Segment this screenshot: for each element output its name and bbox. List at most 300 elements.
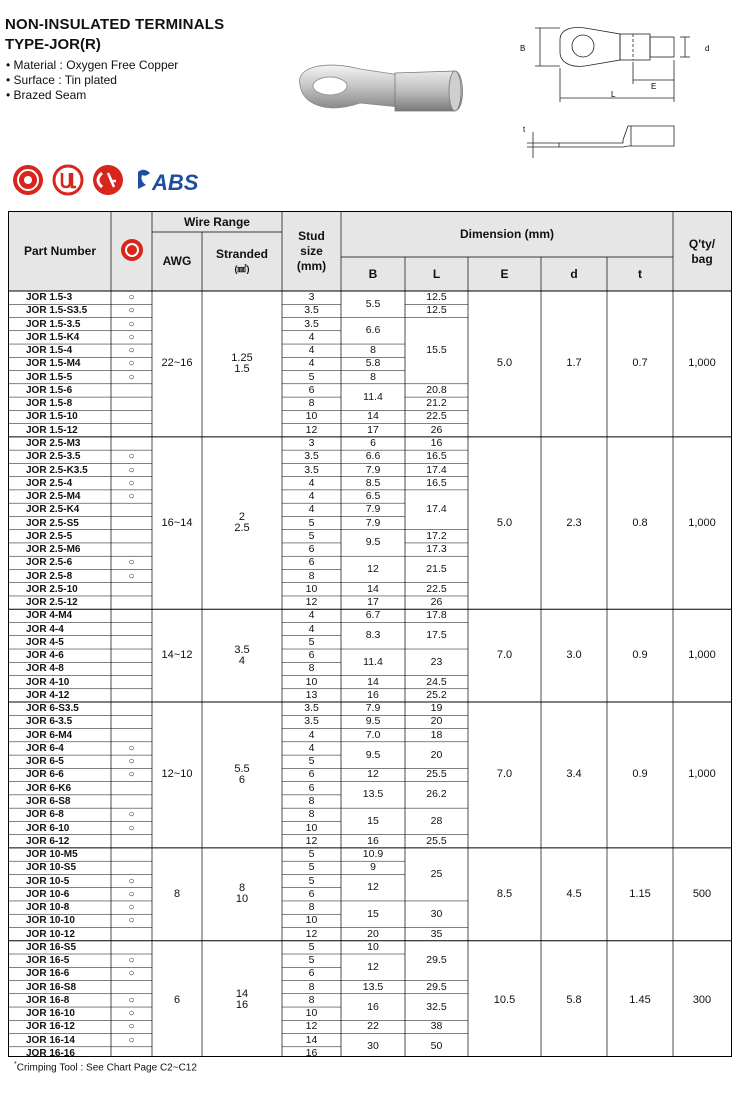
stud-size-cell: 10 <box>305 914 318 927</box>
cert-mark-cell: ○ <box>128 875 135 887</box>
stud-size-cell: 5 <box>308 755 315 768</box>
header-wire-range: Wire Range <box>184 214 250 229</box>
drawing-label-d: d <box>705 44 710 53</box>
stud-size-cell: 4 <box>308 330 315 343</box>
stud-size-cell: 6 <box>308 649 315 662</box>
stud-size-cell: 5 <box>308 635 315 648</box>
dim-b-cell: 9 <box>370 861 376 874</box>
dim-b-cell: 15 <box>367 907 379 920</box>
stud-size-cell: 8 <box>308 993 315 1006</box>
stud-size-cell: 5 <box>308 940 315 953</box>
cert-mark-cell <box>111 583 152 596</box>
part-number-cell: JOR 16-14 <box>26 1034 75 1046</box>
dim-t-cell: 0.7 <box>632 357 648 370</box>
dim-b-cell: 10 <box>367 940 379 953</box>
stud-size-cell: 5 <box>308 516 315 529</box>
awg-cell: 14~12 <box>161 649 193 662</box>
dim-l-cell: 24.5 <box>426 675 447 688</box>
cert-mark-cell: ○ <box>128 292 135 304</box>
part-number-cell: JOR 2.5-10 <box>26 583 78 595</box>
stranded-cell: 14 16 <box>235 988 249 1012</box>
part-number-cell: JOR 2.5-6 <box>26 557 73 569</box>
dim-l-cell: 17.2 <box>426 529 447 542</box>
cert-mark-cell: ○ <box>128 491 135 503</box>
dim-l-cell: 25.2 <box>426 688 447 701</box>
part-number-cell: JOR 6-4 <box>26 742 64 754</box>
dim-l-cell: 17.8 <box>426 609 447 622</box>
cert-mark-cell <box>111 649 152 662</box>
cert-mark-cell: ○ <box>128 570 135 582</box>
dim-l-cell: 28 <box>430 814 443 827</box>
stud-size-cell: 4 <box>308 503 315 516</box>
dim-l-cell: 17.4 <box>426 463 447 476</box>
part-number-cell: JOR 2.5-12 <box>26 597 78 609</box>
drawing-label-l: L <box>611 90 616 99</box>
dim-l-cell: 16.5 <box>426 476 447 489</box>
awg-cell: 16~14 <box>161 516 193 529</box>
dim-l-cell: 38 <box>430 1020 443 1033</box>
part-number-cell: JOR 16-8 <box>26 994 70 1006</box>
page-title: NON-INSULATED TERMINALS <box>5 16 225 33</box>
dim-b-cell: 16 <box>367 1000 379 1013</box>
part-number-cell: JOR 6-6 <box>26 769 64 781</box>
cert-mark-cell <box>111 941 152 954</box>
cert-mark-cell <box>111 543 152 556</box>
part-number-cell: JOR 6-S3.5 <box>26 703 79 715</box>
footnote-text: Crimping Tool : See Chart Page C2~C12 <box>16 1062 197 1074</box>
dim-l-cell: 20.8 <box>426 383 447 396</box>
dim-b-cell: 7.9 <box>365 702 381 715</box>
cert-mark-cell: ○ <box>128 915 135 927</box>
part-number-cell: JOR 16-12 <box>26 1021 75 1033</box>
dim-l-cell: 20 <box>430 748 443 761</box>
stud-size-cell: 5 <box>308 874 315 887</box>
stud-size-cell: 4 <box>308 490 315 503</box>
stud-size-cell: 4 <box>308 741 315 754</box>
dim-l-cell: 22.5 <box>426 410 447 423</box>
part-number-cell: JOR 1.5-8 <box>26 398 73 410</box>
stud-size-cell: 8 <box>308 397 315 410</box>
stud-size-cell: 4 <box>308 728 315 741</box>
stud-size-cell: 5 <box>308 529 315 542</box>
stud-size-cell: 8 <box>308 662 315 675</box>
stud-size-cell: 6 <box>308 543 315 556</box>
dim-b-cell: 12 <box>367 768 379 781</box>
dim-b-cell: 14 <box>367 582 379 595</box>
dim-e-cell: 5.0 <box>496 357 513 370</box>
dim-l-cell: 26 <box>430 596 443 609</box>
stud-size-cell: 12 <box>305 834 318 847</box>
page-subtitle: TYPE-JOR(R) <box>5 36 101 53</box>
part-number-cell: JOR 4-6 <box>26 650 64 662</box>
stud-size-cell: 6 <box>308 781 315 794</box>
part-number-cell: JOR 10-6 <box>26 888 70 900</box>
kc-logo <box>13 165 43 195</box>
part-number-cell: JOR 16-S8 <box>26 981 77 993</box>
part-number-cell: JOR 6-3.5 <box>26 716 73 728</box>
cert-mark-cell <box>111 729 152 742</box>
dim-b-cell: 16 <box>367 688 379 701</box>
cert-mark-cell: ○ <box>128 756 135 768</box>
header-kc-icon <box>121 239 143 261</box>
part-number-cell: JOR 1.5-10 <box>26 411 78 423</box>
cert-mark-cell: ○ <box>128 902 135 914</box>
stud-size-cell: 8 <box>308 795 315 807</box>
dimension-drawing <box>515 22 720 167</box>
stranded-cell: 1.25 1.5 <box>231 351 253 375</box>
dim-l-cell: 25 <box>430 867 443 880</box>
part-number-cell: JOR 2.5-S5 <box>26 517 79 529</box>
cert-mark-cell: ○ <box>128 451 135 463</box>
stud-size-cell: 4 <box>308 476 315 489</box>
stud-size-cell: 16 <box>305 1046 318 1059</box>
dim-qty-cell: 500 <box>692 887 712 900</box>
stud-size-cell: 3.5 <box>304 715 319 728</box>
drawing-label-t: t <box>523 125 526 134</box>
dim-qty-cell: 1,000 <box>688 768 716 781</box>
certification-logos <box>12 163 222 197</box>
part-number-cell: JOR 2.5-M4 <box>26 491 81 503</box>
dim-l-cell: 25.5 <box>426 768 447 781</box>
part-number-cell: JOR 1.5-M4 <box>26 358 81 370</box>
dim-b-cell: 6.7 <box>365 609 381 622</box>
stud-size-cell: 3 <box>308 436 315 449</box>
cert-mark-cell <box>111 503 152 516</box>
dim-b-cell: 17 <box>367 596 379 609</box>
cert-mark-cell <box>111 636 152 649</box>
stud-size-cell: 8 <box>308 980 315 993</box>
stud-size-cell: 6 <box>308 768 315 781</box>
header-part-number: Part Number <box>23 244 97 258</box>
stud-size-cell: 3.5 <box>304 317 319 330</box>
stud-size-cell: 8 <box>308 808 315 821</box>
dim-b-cell: 14 <box>367 410 379 423</box>
footnote <box>14 1061 197 1073</box>
part-number-cell: JOR 16-16 <box>26 1047 75 1059</box>
dim-l-cell: 15.5 <box>426 344 447 357</box>
cert-mark-cell: ○ <box>128 371 135 383</box>
part-number-cell: JOR 2.5-3.5 <box>26 451 81 463</box>
dim-e-cell: 7.0 <box>496 768 513 781</box>
header-stranded-label: Stranded <box>215 246 268 261</box>
stud-size-cell: 5 <box>308 861 315 874</box>
dim-e-cell: 10.5 <box>493 993 516 1006</box>
cert-mark-cell <box>111 384 152 397</box>
dim-b-cell: 14 <box>367 675 379 688</box>
part-number-cell: JOR 4-10 <box>26 676 70 688</box>
dim-qty-cell: 1,000 <box>688 357 716 370</box>
dim-b-cell: 7.9 <box>365 516 381 529</box>
dim-b-cell: 11.4 <box>363 655 383 668</box>
cert-mark-cell <box>111 437 152 450</box>
dim-d-cell: 4.5 <box>566 887 582 900</box>
cert-mark-cell: ○ <box>128 994 135 1006</box>
header-dimension: Dimension (mm) <box>459 227 554 241</box>
dim-l-cell: 26 <box>430 423 443 436</box>
stud-size-cell: 10 <box>305 410 318 423</box>
terminal-photo <box>290 45 470 125</box>
dim-l-cell: 23 <box>430 655 443 668</box>
stud-size-cell: 4 <box>308 344 315 357</box>
part-number-cell: JOR 2.5-4 <box>26 477 73 489</box>
stud-size-cell: 4 <box>308 622 315 635</box>
dim-t-cell: 1.15 <box>629 887 651 900</box>
cert-mark-cell <box>111 596 152 609</box>
stud-size-cell: 3.5 <box>304 304 319 317</box>
dim-l-cell: 17.5 <box>426 629 447 642</box>
part-number-cell: JOR 2.5-K4 <box>26 504 80 516</box>
part-number-cell: JOR 10-12 <box>26 928 75 940</box>
cert-mark-cell <box>111 702 152 715</box>
dim-l-cell: 20 <box>430 715 443 728</box>
part-number-cell: JOR 2.5-8 <box>26 570 73 582</box>
feature-item: • Material : Oxygen Free Copper <box>6 58 178 73</box>
cert-mark-cell <box>111 861 152 874</box>
cert-mark-cell <box>111 715 152 728</box>
cert-mark-cell <box>111 795 152 808</box>
cert-mark-cell: ○ <box>128 742 135 754</box>
stud-size-cell: 10 <box>305 675 318 688</box>
part-number-cell: JOR 16-6 <box>26 968 70 980</box>
cert-mark-cell <box>111 981 152 994</box>
cert-mark-cell: ○ <box>128 968 135 980</box>
part-number-cell: JOR 10-8 <box>26 902 70 914</box>
stud-size-cell: 3.5 <box>304 702 319 715</box>
footnote-mark: * <box>14 1061 17 1068</box>
dim-l-cell: 22.5 <box>426 582 447 595</box>
cert-mark-cell: ○ <box>128 305 135 317</box>
part-number-cell: JOR 1.5-4 <box>26 345 73 357</box>
dim-l-cell: 29.5 <box>426 954 447 967</box>
cert-mark-cell <box>111 609 152 622</box>
part-number-cell: JOR 4-12 <box>26 689 70 701</box>
cert-mark-cell <box>111 689 152 702</box>
stud-size-cell: 6 <box>308 556 315 569</box>
drawing-label-b: B <box>520 44 526 53</box>
stud-size-cell: 10 <box>305 821 318 834</box>
stud-size-cell: 12 <box>305 1020 318 1033</box>
spec-table <box>8 211 732 1057</box>
dim-l-cell: 50 <box>430 1040 443 1053</box>
dim-b-cell: 11.4 <box>363 390 383 403</box>
part-number-cell: JOR 6-5 <box>26 756 64 768</box>
cert-mark-cell: ○ <box>128 955 135 967</box>
stud-size-cell: 10 <box>305 582 318 595</box>
dim-d-cell: 2.3 <box>566 516 582 529</box>
cert-mark-cell <box>111 782 152 795</box>
dim-d-cell: 3.0 <box>566 649 582 662</box>
part-number-cell: JOR 2.5-K3.5 <box>26 464 88 476</box>
dim-l-cell: 29.5 <box>426 980 447 993</box>
part-number-cell: JOR 6-8 <box>26 809 64 821</box>
stud-size-cell: 4 <box>308 609 315 622</box>
stud-size-cell: 6 <box>308 383 315 396</box>
dim-qty-cell: 300 <box>692 993 712 1006</box>
stud-size-cell: 3.5 <box>304 463 319 476</box>
dim-l-cell: 21.2 <box>426 397 447 410</box>
dim-l-cell: 35 <box>430 927 443 940</box>
header-dim-e: E <box>500 266 509 281</box>
abs-text: ABS <box>152 170 199 195</box>
dim-t-cell: 0.9 <box>632 768 648 781</box>
cert-mark-cell <box>111 410 152 423</box>
header-awg: AWG <box>162 254 192 268</box>
dim-b-cell: 17 <box>367 423 379 436</box>
part-number-cell: JOR 1.5-S3.5 <box>26 305 88 317</box>
cert-mark-cell: ○ <box>128 809 135 821</box>
part-number-cell: JOR 2.5-M6 <box>26 544 81 556</box>
awg-cell: 8 <box>173 887 181 900</box>
dim-l-cell: 26.2 <box>426 788 447 801</box>
stud-size-cell: 14 <box>305 1033 318 1046</box>
part-number-cell: JOR 6-12 <box>26 835 70 847</box>
dim-b-cell: 6.5 <box>365 490 381 503</box>
dim-b-cell: 8.3 <box>365 629 381 642</box>
feature-item: • Brazed Seam <box>6 88 178 103</box>
dim-b-cell: 6.6 <box>365 450 381 463</box>
header-stranded-unit: (㎟) <box>234 263 250 274</box>
stud-size-cell: 12 <box>305 927 318 940</box>
stud-size-cell: 5 <box>308 370 315 383</box>
cert-mark-cell <box>111 1047 152 1060</box>
dim-qty-cell: 1,000 <box>688 649 716 662</box>
dim-b-cell: 5.5 <box>365 297 381 310</box>
dim-b-cell: 12 <box>367 960 379 973</box>
header-dim-d: d <box>570 266 578 281</box>
part-number-cell: JOR 16-S5 <box>26 941 77 953</box>
dim-b-cell: 6.6 <box>365 324 381 337</box>
feature-list <box>6 58 178 103</box>
cert-mark-cell <box>111 662 152 675</box>
dim-l-cell: 17.3 <box>426 543 447 556</box>
cert-mark-cell: ○ <box>128 888 135 900</box>
part-number-cell: JOR 10-5 <box>26 875 70 887</box>
dim-l-cell: 16 <box>430 436 443 449</box>
stud-size-cell: 3.5 <box>304 450 319 463</box>
dim-b-cell: 5.8 <box>365 357 381 370</box>
dim-b-cell: 6 <box>370 436 376 449</box>
dim-l-cell: 12.5 <box>426 304 447 317</box>
part-number-cell: JOR 10-M5 <box>26 849 78 861</box>
cert-mark-cell: ○ <box>128 477 135 489</box>
cert-mark-cell: ○ <box>128 769 135 781</box>
stud-size-cell: 6 <box>308 887 315 900</box>
dim-b-cell: 9.5 <box>365 715 381 728</box>
dim-b-cell: 9.5 <box>365 536 381 549</box>
stud-size-cell: 10 <box>305 1007 318 1020</box>
awg-cell: 6 <box>173 993 181 1006</box>
part-number-cell: JOR 2.5-M3 <box>26 437 81 449</box>
part-number-cell: JOR 1.5-6 <box>26 384 73 396</box>
part-number-cell: JOR 1.5-5 <box>26 371 73 383</box>
stud-size-cell: 13 <box>305 688 318 701</box>
part-number-cell: JOR 4-8 <box>26 663 64 675</box>
feature-item: • Surface : Tin plated <box>6 73 178 88</box>
dim-b-cell: 12 <box>367 881 379 894</box>
cert-mark-cell: ○ <box>128 1008 135 1020</box>
dim-l-cell: 25.5 <box>426 834 447 847</box>
stud-size-cell: 12 <box>305 423 318 436</box>
dim-l-cell: 21.5 <box>426 562 447 575</box>
part-number-cell: JOR 4-5 <box>26 636 64 648</box>
ul-logo <box>54 166 82 194</box>
dim-l-cell: 30 <box>430 907 443 920</box>
cert-mark-cell: ○ <box>128 1021 135 1033</box>
dim-l-cell: 12.5 <box>426 291 447 304</box>
header-dim-l: L <box>432 266 441 281</box>
dim-t-cell: 0.9 <box>632 649 648 662</box>
cert-mark-cell <box>111 927 152 940</box>
cert-mark-cell <box>111 530 152 543</box>
cert-mark-cell: ○ <box>128 331 135 343</box>
cert-mark-cell <box>111 848 152 861</box>
dim-l-cell: 32.5 <box>426 1000 447 1013</box>
dim-b-cell: 9.5 <box>365 748 381 761</box>
stranded-cell: 2 2.5 <box>234 511 250 535</box>
cert-mark-cell: ○ <box>128 318 135 330</box>
dim-d-cell: 1.7 <box>566 357 582 370</box>
cert-mark-cell: ○ <box>128 464 135 476</box>
cert-mark-cell: ○ <box>128 557 135 569</box>
dim-b-cell: 10.9 <box>362 848 384 861</box>
part-number-cell: JOR 1.5-3 <box>26 292 73 304</box>
dim-e-cell: 8.5 <box>496 887 513 900</box>
part-number-cell: JOR 4-M4 <box>26 610 73 622</box>
dim-b-cell: 8.5 <box>365 476 381 489</box>
dim-b-cell: 15 <box>367 814 379 827</box>
dim-d-cell: 5.8 <box>566 993 582 1006</box>
dim-l-cell: 18 <box>430 728 443 741</box>
header-stud-size: Stud size (mm) <box>296 229 327 273</box>
part-number-cell: JOR 6-10 <box>26 822 70 834</box>
part-number-cell: JOR 1.5-K4 <box>26 331 80 343</box>
part-number-cell: JOR 1.5-12 <box>26 424 78 436</box>
stranded-cell: 3.5 4 <box>234 643 250 667</box>
cert-mark-cell <box>111 676 152 689</box>
cert-mark-cell: ○ <box>128 1034 135 1046</box>
dim-l-cell: 19 <box>430 702 443 715</box>
header-dim-t: t <box>638 266 642 281</box>
part-number-cell: JOR 2.5-5 <box>26 530 73 542</box>
dim-qty-cell: 1,000 <box>688 516 716 529</box>
part-number-cell: JOR 4-4 <box>26 623 64 635</box>
awg-cell: 22~16 <box>161 357 193 370</box>
stud-size-cell: 8 <box>308 569 315 582</box>
awg-cell: 12~10 <box>161 768 193 781</box>
cert-mark-cell: ○ <box>128 822 135 834</box>
stud-size-cell: 3 <box>308 291 315 304</box>
stranded-cell: 8 10 <box>235 882 249 906</box>
cert-mark-cell <box>111 516 152 529</box>
part-number-cell: JOR 1.5-3.5 <box>26 318 81 330</box>
dim-e-cell: 7.0 <box>496 649 513 662</box>
part-number-cell: JOR 6-K6 <box>26 782 72 794</box>
csa-logo <box>93 165 123 195</box>
stud-size-cell: 12 <box>305 596 318 609</box>
dim-b-cell: 13.5 <box>362 788 384 801</box>
dim-b-cell: 7.9 <box>365 463 381 476</box>
part-number-cell: JOR 16-5 <box>26 955 70 967</box>
cert-mark-cell <box>111 397 152 410</box>
cert-mark-cell: ○ <box>128 358 135 370</box>
stud-size-cell: 8 <box>308 901 315 914</box>
part-number-cell: JOR 10-S5 <box>26 862 77 874</box>
cert-mark-cell <box>111 424 152 437</box>
part-number-cell: JOR 6-M4 <box>26 729 73 741</box>
dim-b-cell: 12 <box>367 562 379 575</box>
abs-logo <box>138 170 199 195</box>
header-dim-b: B <box>368 266 378 281</box>
